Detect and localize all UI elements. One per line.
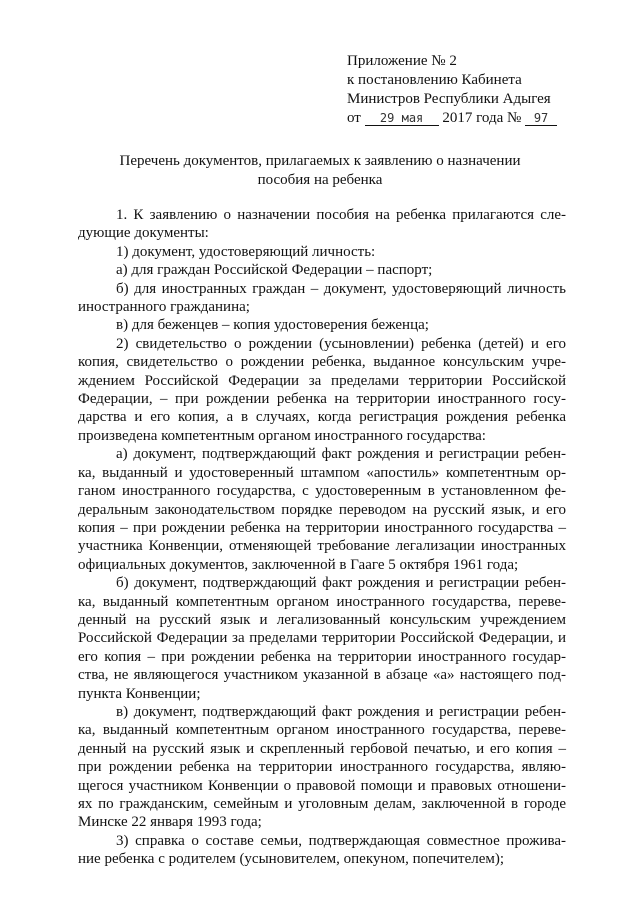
paragraph: в) для беженцев – копия удостоверения беженца; [116, 317, 429, 334]
paragraph: 3) справка о составе семьи, подтверждающая совместное прожива-ние ребенка с родителем (усыновителем, опекуном, попечителем); [78, 832, 566, 868]
date-prefix: от [347, 110, 361, 126]
paragraph: 1. К заявлению о назначении пособия на ребенка прилагаются сле-дующие документы: [78, 207, 566, 242]
resolution-number: 97 [525, 111, 557, 126]
paragraph: в) документ, подтверждающий факт рождения и регистрации ребен-ка, выданный компетентным органом иностранного государства, переве-денный на русский язык и скрепленный гербовой печатью, и его копия – при рождении ребенка на территории иностранного государства, являю-щегося участником Конвенции о правовой помощи и правовых отношени-ях по гражданским, семейным и уголовным делам, заключенной в городе Минске 22 января 1993 года; [78, 703, 566, 831]
paragraph: а) для граждан Российской Федерации – паспорт; [116, 262, 433, 279]
paragraph: а) документ, подтверждающий факт рождения и регистрации ребен-ка, выданный и удостоверенный штампом «апостиль» компетентным ор-ганом иностранного государства, с удостоверенным в установленном фе-деральным законодательством порядке переводом на русский язык, и его копия – при рождении ребенка на территории иностранного государства – участника Конвенции, отменяющей требование легализации иностранных официальных документов, заключенной в Гааге 5 октября 1961 года; [78, 446, 566, 573]
document-body [78, 206, 566, 869]
date-value: 29 мая [365, 111, 439, 126]
year-text: 2017 года № [442, 110, 522, 126]
document-title [100, 152, 540, 190]
paragraph: б) для иностранных граждан – документ, удостоверяющий личность иностранного гражданина; [78, 280, 566, 316]
appendix-issuer: Министров Республики Адыгея [347, 91, 551, 107]
appendix-header [347, 52, 587, 128]
paragraph: 2) свидетельство о рождении (усыновлении) ребенка (детей) и его копия, свидетельство о рождении ребенка, выданное консульским учре-ждением Российской Федерации за пределами территории Российской Федерации, – при рождении ребенка на территории иностранного госу-дарства и его копия, а в случаях, когда регистрация рождения ребенка произведена компетентным органом иностранного государства: [78, 335, 566, 444]
appendix-number: Приложение № 2 [347, 53, 457, 69]
appendix-resolution: к постановлению Кабинета [347, 72, 522, 88]
paragraph: 1) документ, удостоверяющий личность: [116, 243, 376, 260]
title-line-2: пособия на ребенка [257, 172, 383, 188]
title-line-1: Перечень документов, прилагаемых к заявлению о назначении [119, 153, 521, 169]
appendix-date-line [347, 109, 587, 128]
paragraph: б) документ, подтверждающий факт рождения и регистрации ребен-ка, выданный компетентным органом иностранного государства, переве-денный на русский язык и легализованный консульским учреждением Российской Федерации за пределами территории Российской Федерации, и его копия – при рождении ребенка на территории иностранного государ-ства, не являющегося участником указанной в абзаце «а» настоящего под-пункта Конвенции; [78, 575, 566, 702]
